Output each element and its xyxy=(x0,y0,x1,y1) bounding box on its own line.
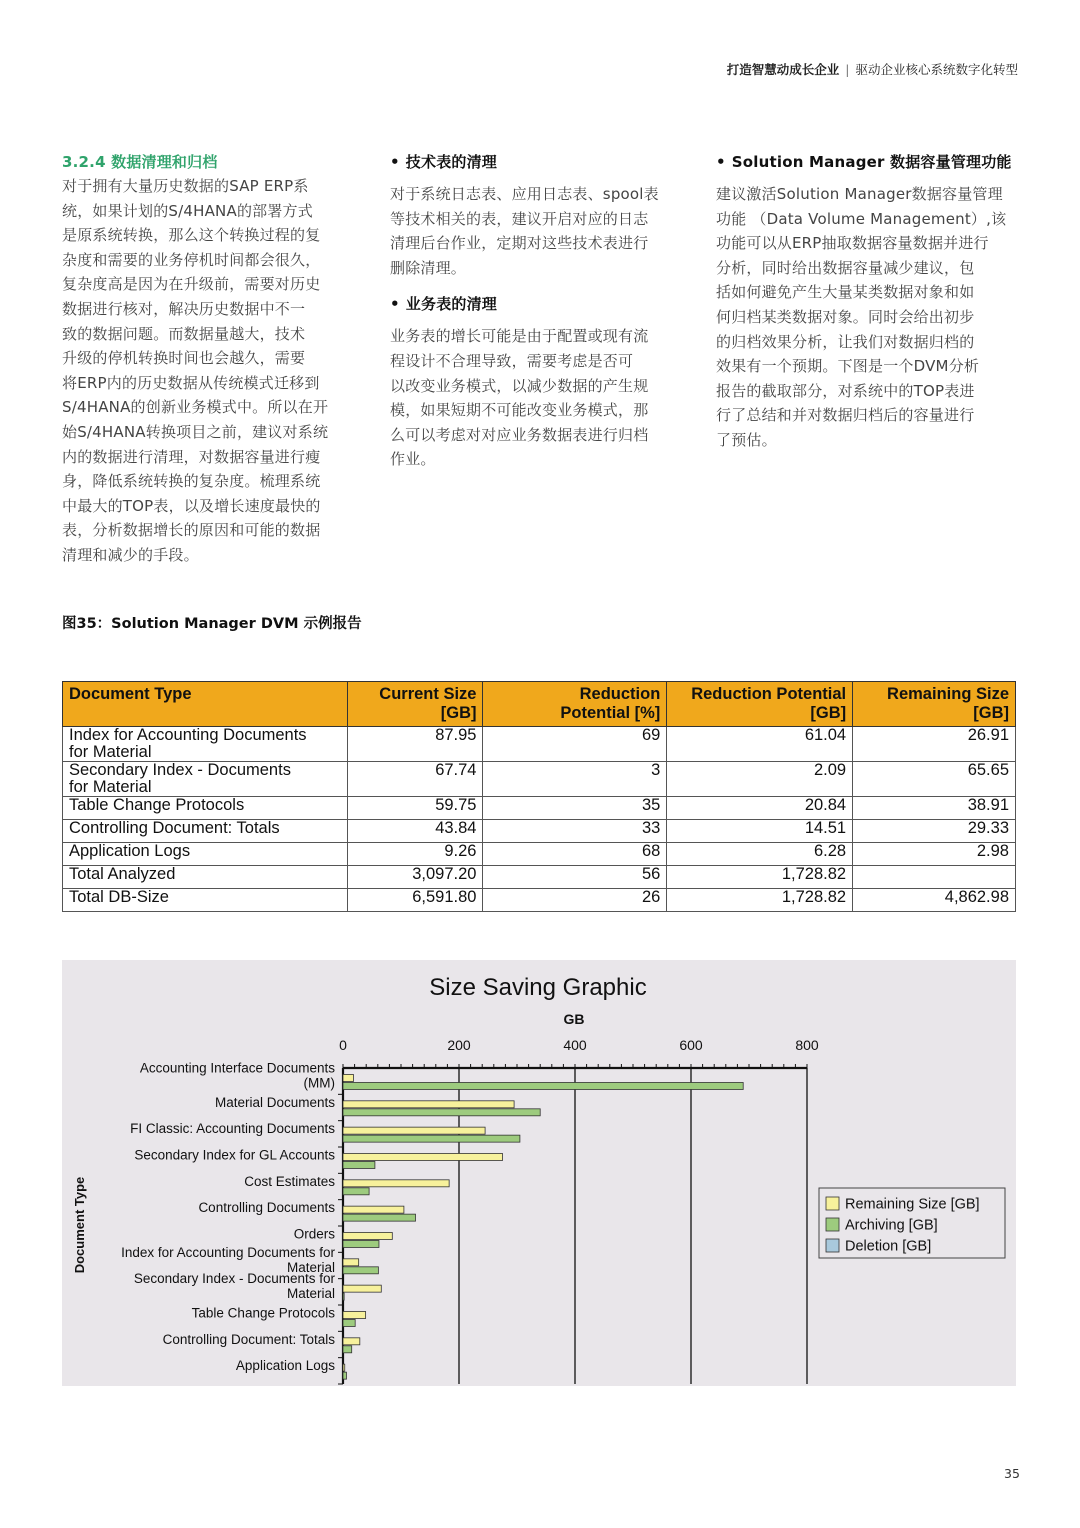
category-label: Secondary Index - Documents for Material xyxy=(133,1271,335,1302)
page-number: 35 xyxy=(1004,1466,1020,1481)
bar-remaining xyxy=(343,1127,485,1134)
header-right: 驱动企业核心系统数字化转型 xyxy=(855,62,1018,77)
header-line: [GB] xyxy=(973,704,1009,722)
cell-remaining-size: 4,862.98 xyxy=(853,889,1016,912)
bar-remaining xyxy=(343,1074,353,1081)
header-line: Potential [%] xyxy=(560,704,661,722)
header-separator: | xyxy=(845,62,850,77)
body-line: 的归档效果分析，让我们对数据归档的 xyxy=(716,332,975,351)
bullet-title-technical: • 技术表的清理 xyxy=(390,153,497,171)
table-row xyxy=(63,762,1016,797)
bar-archiving xyxy=(343,1372,346,1379)
bar-archiving xyxy=(343,1135,520,1142)
column-data-cleanup xyxy=(62,150,362,568)
legend-label: Archiving [GB] xyxy=(845,1217,938,1234)
bar-remaining xyxy=(343,1338,360,1345)
cell-current-size: 6,591.80 xyxy=(347,889,483,912)
cell-reduction-pct: 35 xyxy=(483,797,667,820)
bar-remaining xyxy=(343,1311,366,1318)
body-line: 数据进行核对，解决历史数据中不一 xyxy=(62,299,306,318)
body-line: 始S/4HANA转换项目之前，建议对系统 xyxy=(62,422,329,441)
header-line: [GB] xyxy=(810,704,847,722)
cell-current-size: 59.75 xyxy=(347,797,483,820)
category-label: Material Documents xyxy=(214,1094,335,1110)
cell-document-type xyxy=(63,727,348,762)
body-line: 中最大的TOP表，以及增长速度最快的 xyxy=(62,496,321,515)
body-line: 作业。 xyxy=(390,450,436,469)
body-line: 功能可以从ERP抽取数据容量数据并进行 xyxy=(716,234,989,253)
bar-archiving xyxy=(343,1082,743,1089)
bar-archiving xyxy=(343,1188,369,1195)
body-line: 程设计不合理导致，需要考虑是否可 xyxy=(390,351,634,370)
cell-line: Controlling Document: Totals xyxy=(69,819,280,837)
legend-swatch xyxy=(826,1197,839,1210)
section-body xyxy=(62,174,362,568)
category-label: Secondary Index for GL Accounts xyxy=(134,1147,335,1163)
body-line: 等技术相关的表，建议开启对应的日志 xyxy=(390,209,649,228)
legend-label: Remaining Size [GB] xyxy=(845,1196,980,1213)
bullet-body-technical xyxy=(390,182,690,280)
body-line: 清理后台作业，定期对这些技术表进行 xyxy=(390,234,649,253)
header-reduction-gb xyxy=(667,682,853,727)
column-dvm xyxy=(716,150,1026,453)
body-line: 将ERP内的历史数据从传统模式迁移到 xyxy=(62,373,320,392)
bullet-body-business xyxy=(390,324,690,472)
cell-remaining-size: 38.91 xyxy=(853,797,1016,820)
table-row xyxy=(63,889,1016,912)
cell-remaining-size xyxy=(853,866,1016,889)
cell-line: for Material xyxy=(69,778,152,796)
cell-reduction-gb: 61.04 xyxy=(667,727,853,762)
cell-reduction-gb: 14.51 xyxy=(667,820,853,843)
category-label: Table Change Protocols xyxy=(191,1305,335,1321)
cell-current-size: 9.26 xyxy=(347,843,483,866)
cell-line: Index for Accounting Documents xyxy=(69,726,307,744)
body-line: S/4HANA的创新业务模式中。所以在开 xyxy=(62,398,329,417)
legend-label: Deletion [GB] xyxy=(845,1238,932,1255)
cell-remaining-size: 26.91 xyxy=(853,727,1016,762)
cell-remaining-size: 65.65 xyxy=(853,762,1016,797)
body-line: 行了总结和并对数据归档后的容量进行 xyxy=(716,406,975,425)
header-line: [GB] xyxy=(440,704,477,722)
cell-reduction-gb: 20.84 xyxy=(667,797,853,820)
table-row xyxy=(63,820,1016,843)
category-label: Controlling Documents xyxy=(198,1200,335,1216)
x-axis-label: GB xyxy=(563,1011,585,1027)
cell-line: Total DB-Size xyxy=(69,888,169,906)
cell-current-size: 3,097.20 xyxy=(347,866,483,889)
body-line: 建议激活Solution Manager数据容量管理 xyxy=(716,185,1003,203)
cell-document-type xyxy=(63,866,348,889)
bar-remaining xyxy=(343,1285,381,1292)
table-row xyxy=(63,797,1016,820)
bar-archiving xyxy=(343,1346,352,1353)
body-line: 复杂度高是因为在升级前，需要对历史 xyxy=(62,275,321,294)
body-line: 括如何避免产生大量某类数据对象和如 xyxy=(716,283,975,302)
table-row xyxy=(63,843,1016,866)
category-label: FI Classic: Accounting Documents xyxy=(130,1121,335,1137)
x-tick-label: 0 xyxy=(339,1037,347,1053)
cell-reduction-gb: 1,728.82 xyxy=(667,889,853,912)
bar-remaining xyxy=(343,1206,404,1213)
cell-document-type xyxy=(63,889,348,912)
bar-archiving xyxy=(343,1240,379,1247)
header-line: Remaining Size xyxy=(887,685,1009,703)
body-line: 是原系统转换，那么这个转换过程的复 xyxy=(62,226,321,245)
category-label: Accounting Interface Documents (MM) xyxy=(139,1060,335,1091)
bar-archiving xyxy=(343,1293,344,1300)
figure-caption: 图35：Solution Manager DVM 示例报告 xyxy=(62,616,362,632)
section-title: 3.2.4 数据清理和归档 xyxy=(62,153,218,171)
cell-reduction-gb: 2.09 xyxy=(667,762,853,797)
cell-reduction-gb: 6.28 xyxy=(667,843,853,866)
body-line: 对于拥有大量历史数据的SAP ERP系 xyxy=(62,177,309,195)
body-line: 致的数据问题。而数据量越大，技术 xyxy=(62,324,306,343)
body-line: 删除清理。 xyxy=(390,258,467,277)
body-line: 效果有一个预期。下图是一个DVM分析 xyxy=(716,357,980,376)
header-line: Current Size xyxy=(379,685,477,703)
cell-reduction-pct: 26 xyxy=(483,889,667,912)
table-header-row xyxy=(63,682,1016,727)
category-label: Controlling Document: Totals xyxy=(162,1331,335,1347)
cell-current-size: 43.84 xyxy=(347,820,483,843)
header-remaining-size xyxy=(853,682,1016,727)
header-current-size xyxy=(347,682,483,727)
body-line: 业务表的增长可能是由于配置或现有流 xyxy=(390,327,649,346)
x-tick-label: 600 xyxy=(679,1037,703,1053)
body-line: 何归档某类数据对象。同时会给出初步 xyxy=(716,307,975,326)
body-line: 清理和减少的手段。 xyxy=(62,545,199,564)
category-label: Cost Estimates xyxy=(244,1173,335,1189)
bar-remaining xyxy=(343,1232,392,1239)
category-label: Orders xyxy=(293,1226,335,1242)
cell-line: Table Change Protocols xyxy=(69,796,245,814)
cell-reduction-pct: 68 xyxy=(483,843,667,866)
bar-remaining xyxy=(343,1259,359,1266)
header-line: Document Type xyxy=(69,685,192,703)
header-reduction-pct xyxy=(483,682,667,727)
body-line: 模，如果短期不可能改变业务模式，那 xyxy=(390,401,649,420)
table-row xyxy=(63,727,1016,762)
body-line: 以改变业务模式，以减少数据的产生规 xyxy=(390,376,649,395)
header-document-type xyxy=(63,682,348,727)
category-label: Application Logs xyxy=(235,1358,335,1374)
legend-swatch xyxy=(826,1218,839,1231)
chart-title: Size Saving Graphic xyxy=(429,974,647,1001)
column-table-cleanup xyxy=(390,150,690,484)
bar-archiving xyxy=(343,1267,378,1274)
cell-reduction-pct: 56 xyxy=(483,866,667,889)
table-row xyxy=(63,866,1016,889)
y-axis-label: Document Type xyxy=(72,1176,87,1274)
bar-archiving xyxy=(343,1214,416,1221)
body-line: 杂度和需要的业务停机时间都会很久， xyxy=(62,250,321,269)
cell-reduction-pct: 33 xyxy=(483,820,667,843)
cell-reduction-pct: 69 xyxy=(483,727,667,762)
cell-remaining-size: 29.33 xyxy=(853,820,1016,843)
cell-document-type xyxy=(63,820,348,843)
header-line: Reduction Potential xyxy=(691,685,847,703)
chart-svg xyxy=(62,960,1016,1386)
cell-current-size: 67.74 xyxy=(347,762,483,797)
body-line: 分析，同时给出数据容量减少建议，包 xyxy=(716,258,975,277)
page-header xyxy=(727,60,1018,78)
x-tick-label: 200 xyxy=(447,1037,471,1053)
cell-document-type xyxy=(63,762,348,797)
cell-document-type xyxy=(63,797,348,820)
bullet-title-business: • 业务表的清理 xyxy=(390,295,497,314)
body-line: 对于系统日志表、应用日志表、spool表 xyxy=(390,185,659,203)
body-line: 升级的停机转换时间也会越久，需要 xyxy=(62,349,306,368)
bar-remaining xyxy=(343,1364,345,1371)
x-tick-label: 400 xyxy=(563,1037,587,1053)
bar-archiving xyxy=(343,1319,355,1326)
body-line: 统，如果计划的S/4HANA的部署方式 xyxy=(62,201,313,220)
category-label: Index for Accounting Documents for Material xyxy=(121,1244,335,1275)
cell-line: Secondary Index - Documents xyxy=(69,761,291,779)
bar-archiving xyxy=(343,1161,375,1168)
dvm-table xyxy=(62,681,1016,912)
cell-line: for Material xyxy=(69,743,152,761)
body-line: 报告的截取部分，对系统中的TOP表进 xyxy=(716,381,975,400)
header-left: 打造智慧动成长企业 xyxy=(726,62,840,77)
header-line: Reduction xyxy=(579,685,661,703)
bullet-body-dvm xyxy=(716,182,1026,453)
cell-current-size: 87.95 xyxy=(347,727,483,762)
body-line: 身，降低系统转换的复杂度。梳理系统 xyxy=(62,472,321,491)
body-line: 么可以考虑对对应业务数据表进行归档 xyxy=(390,425,649,444)
body-line: 了预估。 xyxy=(716,430,777,449)
cell-line: Total Analyzed xyxy=(69,865,176,883)
cell-remaining-size: 2.98 xyxy=(853,843,1016,866)
bar-archiving xyxy=(343,1109,540,1116)
bar-remaining xyxy=(343,1101,514,1108)
bullet-title-dvm: • Solution Manager 数据容量管理功能 xyxy=(716,153,1012,171)
size-saving-chart xyxy=(62,960,1016,1386)
body-line: 内的数据进行清理，对数据容量进行瘦 xyxy=(62,447,321,466)
bar-remaining xyxy=(343,1180,449,1187)
bar-remaining xyxy=(343,1153,503,1160)
cell-reduction-gb: 1,728.82 xyxy=(667,866,853,889)
cell-document-type xyxy=(63,843,348,866)
legend-swatch xyxy=(826,1239,839,1252)
cell-line: Application Logs xyxy=(69,842,191,860)
body-line: 功能 （Data Volume Management）,该 xyxy=(716,209,1007,228)
body-line: 表，分析数据增长的原因和可能的数据 xyxy=(62,521,321,540)
x-tick-label: 800 xyxy=(795,1037,819,1053)
cell-reduction-pct: 3 xyxy=(483,762,667,797)
